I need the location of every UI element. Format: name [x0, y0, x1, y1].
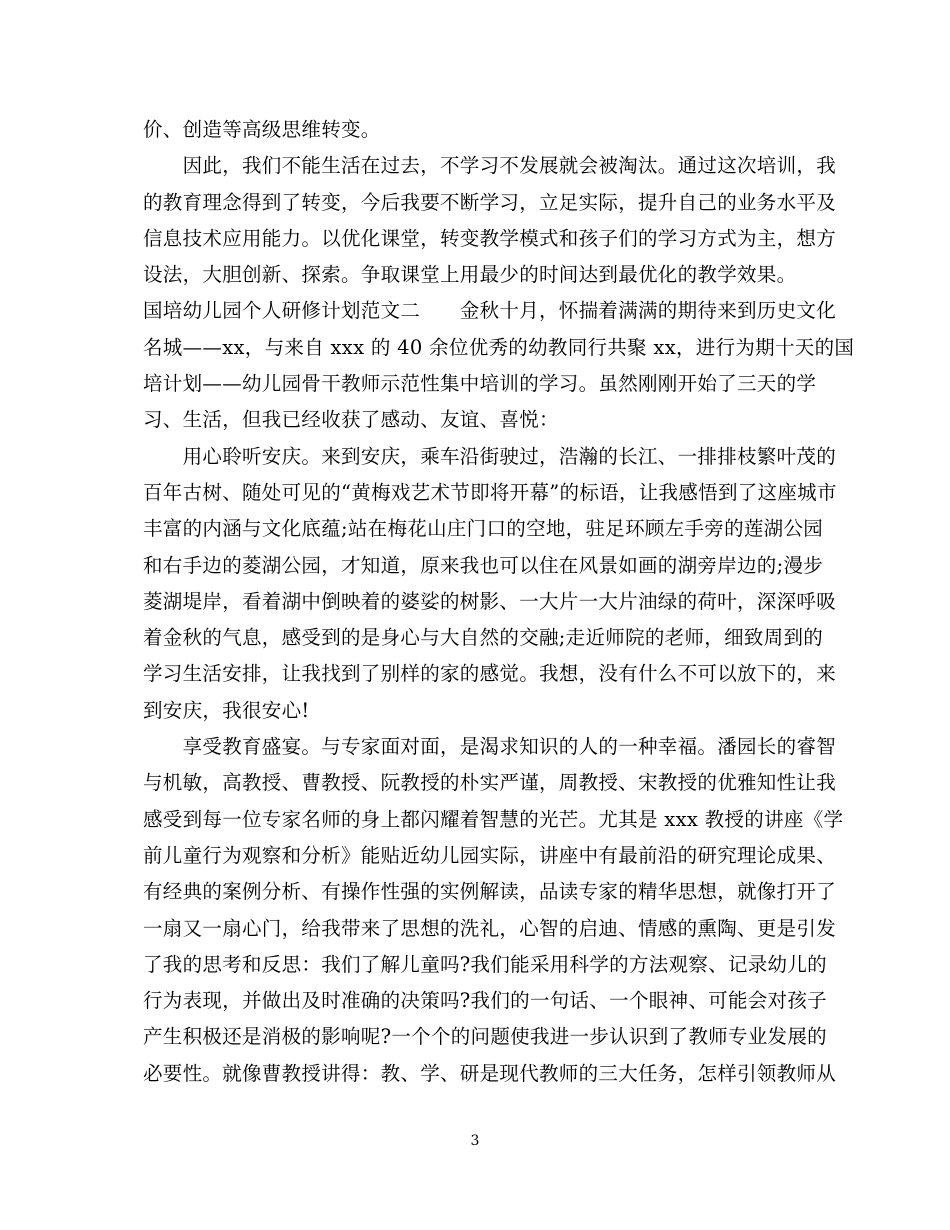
text-line: 了我的思考和反思：我们了解儿童吗?我们能采用科学的方法观察、记录幼儿的	[143, 952, 827, 976]
page-number: 3	[470, 1133, 480, 1149]
text-line: 丰富的内涵与文化底蕴;站在梅花山庄门口的空地，驻足环顾左手旁的莲湖公园	[143, 517, 824, 541]
text-line: 与机敏，高教授、曹教授、阮教授的朴实严谨，周教授、宋教授的优雅知性让我	[143, 771, 837, 795]
text-line: 和右手边的菱湖公园，才知道，原来我也可以住在风景如画的湖旁岸边的;漫步	[143, 553, 824, 577]
text-line: 国培幼儿园个人研修计划范文二 金秋十月，怀揣着满满的期待来到历史文化	[143, 299, 837, 323]
text-line: 必要性。就像曹教授讲得：教、学、研是现代教师的三大任务，怎样引领教师从	[143, 1061, 837, 1085]
text-line: 用心聆听安庆。来到安庆，乘车沿街驶过，浩瀚的长江、一排排枝繁叶茂的	[143, 444, 837, 468]
text-line: 信息技术应用能力。以优化课堂，转变教学模式和孩子们的学习方式为主，想方	[143, 226, 837, 250]
text-line: 行为表现，并做出及时准确的决策吗?我们的一句话、一个眼神、可能会对孩子	[143, 989, 827, 1013]
text-line: 因此，我们不能生活在过去，不学习不发展就会被淘汰。通过这次培训，我	[143, 154, 837, 178]
text-line: 产生积极还是消极的影响呢?一个个的问题使我进一步认识到了教师专业发展的	[143, 1025, 827, 1049]
text-line: 设法，大胆创新、探索。争取课堂上用最少的时间达到最优化的教学效果。	[143, 263, 797, 287]
text-line: 前儿童行为观察和分析》能贴近幼儿园实际，讲座中有最前沿的研究理论成果、	[143, 843, 837, 867]
text-line: 到安庆，我很安心!	[143, 698, 310, 722]
text-line: 享受教育盛宴。与专家面对面，是渴求知识的人的一种幸福。潘园长的睿智	[143, 735, 837, 759]
text-line: 学习生活安排，让我找到了别样的家的感觉。我想，没有什么不可以放下的，来	[143, 662, 837, 686]
text-line: 价、创造等高级思维转变。	[143, 118, 381, 141]
text-line: 百年古树、随处可见的“黄梅戏艺术节即将开幕”的标语，让我感悟到了这座城市	[143, 480, 837, 504]
body-text	[143, 112, 855, 1092]
text-line: 培计划——幼儿园骨干教师示范性集中培训的学习。虽然刚刚开始了三天的学	[143, 372, 817, 396]
text-line: 感受到每一位专家名师的身上都闪耀着智慧的光芒。尤其是 xxx 教授的讲座《学	[143, 807, 844, 831]
text-line: 菱湖堤岸，看着湖中倒映着的婆娑的树影、一大片一大片油绿的荷叶，深深呼吸	[143, 589, 837, 613]
text-line: 的教育理念得到了转变，今后我要不断学习，立足实际，提升自己的业务水平及	[143, 190, 837, 214]
text-line: 有经典的案例分析、有操作性强的实例解读，品读专家的精华思想，就像打开了	[143, 880, 837, 904]
text-line: 名城——xx，与来自 xxx 的 40 余位优秀的幼教同行共聚 xx，进行为期十天的国	[143, 335, 855, 359]
text-line: 着金秋的气息，感受到的是身心与大自然的交融;走近师院的老师，细致周到的	[143, 626, 824, 650]
text-line: 一扇又一扇心门，给我带来了思想的洗礼，心智的启迪、情感的熏陶、更是引发	[143, 916, 837, 940]
text-line: 习、生活，但我已经收获了感动、友谊、喜悦：	[143, 408, 559, 432]
